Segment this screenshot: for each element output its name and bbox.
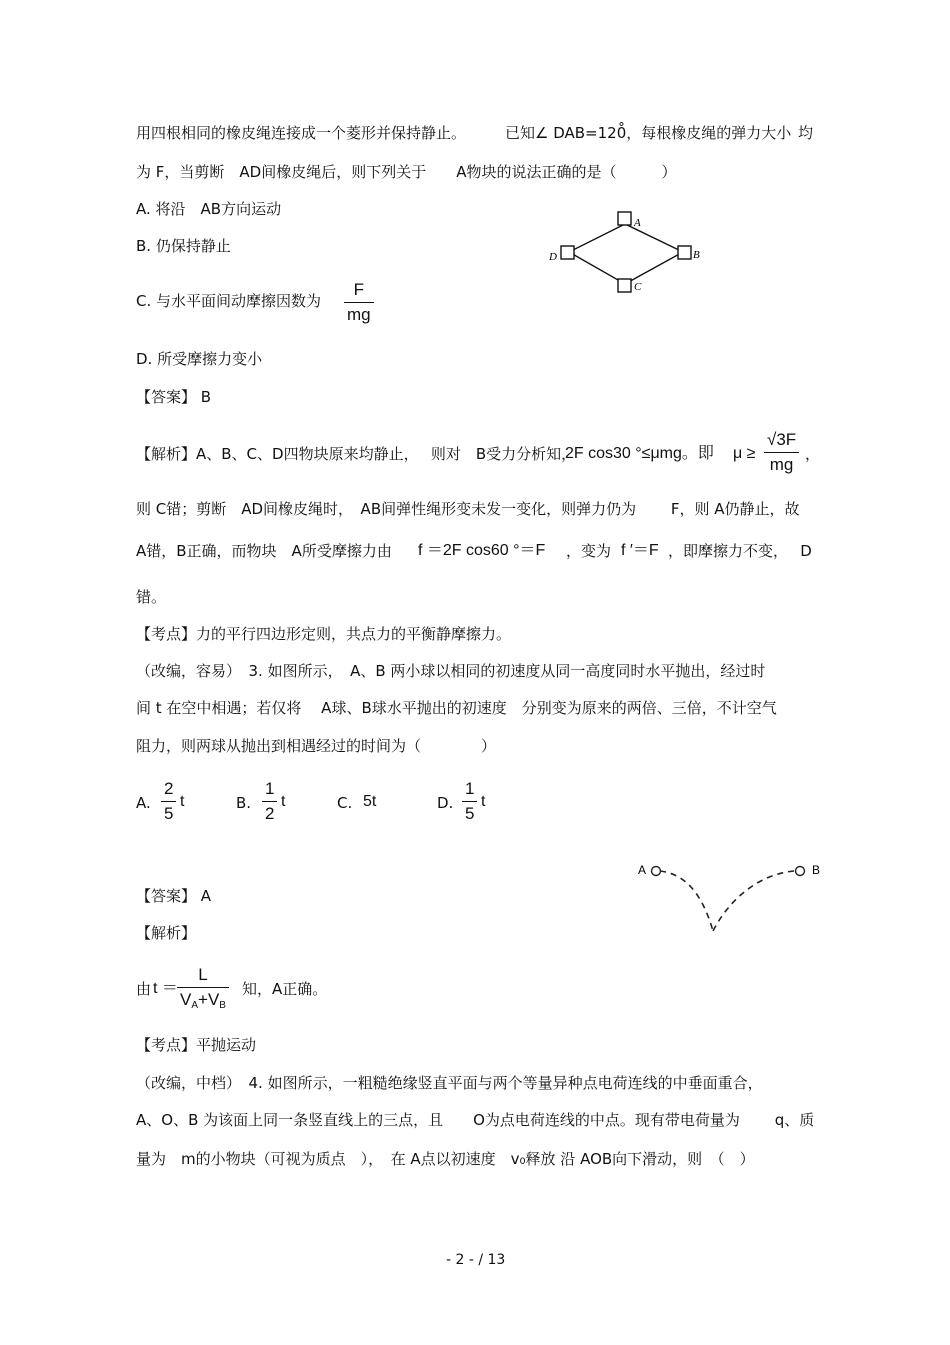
q2-explanation-4: 错。 [136,588,167,606]
q3-jiexi: 【解析】 [136,924,197,942]
fraction-bar [262,801,277,802]
q2-line2: 为 F，当剪断 AD间橡皮绳后，则下列关于 A物块的说法正确的是（ ） [136,163,677,181]
fraction-denominator [177,990,229,1016]
q3-option-b-fraction [262,779,277,824]
q3-option-b-suffix: t [281,793,286,810]
q2-explanation-3a: A错，B正确，而物块 A所受摩擦力由 [136,542,392,560]
q2-explanation-2: 则 C错；剪断 AD间橡皮绳时， AB间弹性绳形变未发一变化，则弹力仍为 F，则 A仍静止，故 [136,500,800,518]
q2-kaodian: 【考点】力的平行四边形定则，共点力的平衡静摩擦力。 [136,625,512,643]
q3-option-d-label: D. [437,794,454,812]
fraction-numerator: 2 [164,779,174,798]
velocity-b-sub: B [219,1000,226,1011]
label-d: D [549,251,557,263]
q2-option-a: A. 将沿 AB方向运动 [136,200,282,218]
q2-explanation-3c: ，即摩擦力不变， D [668,542,812,560]
label-b: B [693,249,700,261]
q2-explanation-1-end: ， [805,445,821,463]
q2-option-d: D. 所受摩擦力变小 [136,350,263,368]
q2-line1b: 已知∠ DAB=120̊，每根橡皮绳的弹力大小 [505,124,792,142]
q3-expl-pre: 由 [136,980,152,998]
fraction-bar [462,801,477,802]
q2-explanation-fraction [764,430,799,475]
q3-expl-fraction [177,965,229,1016]
q3-option-c-label: C. [337,794,353,812]
trajectory-a [660,871,713,931]
label-c: C [634,281,642,293]
q2-explanation-3b: ，变为 [566,542,612,560]
velocity-a: V [180,990,192,1009]
block-c [618,279,631,292]
block-d [561,246,574,259]
q2-explanation-3-formula1: f ＝2F cos60 °＝F [418,542,546,559]
fraction-numerator: L [198,965,208,984]
block-b [678,246,691,259]
q3-line1: （改编，容易） 3. 如图所示， A、B 两小球以相同的初速度从同一高度同时水平抛出，经过时 [136,662,766,680]
fraction-bar [764,452,799,453]
label-b: B [812,863,821,877]
q3-option-b-label: B. [236,794,252,812]
label-a: A [634,217,641,229]
fraction-bar [161,801,176,802]
q2-line1c: 均 [798,124,814,142]
q3-option-a-label: A. [136,794,151,812]
q4-line2: A、O、B 为该面上同一条竖直线上的三点，且 O为点电荷连线的中点。现有带电荷量为 q、质 [136,1111,815,1129]
q2-line1a: 用四根相同的橡皮绳连接成一个菱形并保持静止。 [136,124,467,142]
trajectory-b [713,871,794,931]
fraction-denominator: 5 [164,804,174,823]
q3-option-c-text: 5t [363,793,377,810]
fraction-bar [177,987,229,988]
q2-option-b: B. 仍保持静止 [136,237,231,255]
fraction-numerator: 1 [465,779,475,798]
fraction-denominator: 5 [465,804,475,823]
q2-answer: 【答案】 B [136,388,212,406]
q3-kaodian: 【考点】平抛运动 [136,1036,257,1054]
fraction-denominator: mg [347,305,371,324]
q2-explanation-3-formula2: f ′＝F [621,542,659,559]
q2-explanation-formula: 2F cos30 °≤μmg。即 [565,445,714,462]
velocity-plus-b: +V [198,990,220,1009]
q4-line3: 量为 m的小物块（可视为质点 ）， 在 A点以初速度 v₀释放 沿 AOB向下滑动，则 （ ） [136,1150,755,1168]
q3-answer: 【答案】 A [136,887,212,905]
q3-option-d-suffix: t [481,793,486,810]
fraction-denominator: mg [769,455,794,474]
fraction-numerator: F [353,280,364,299]
trajectory-diagram [630,858,830,938]
q3-option-a-fraction [161,779,176,824]
rhombus-outline [569,224,683,284]
fraction-numerator: √3F [767,430,797,449]
q2-explanation-mu: μ ≥ [733,445,756,462]
fraction-denominator: 2 [265,804,275,823]
ball-b [796,867,805,876]
q2-option-c: C. 与水平面间动摩擦因数为 [136,292,322,310]
q3-line3: 阻力，则两球从抛出到相遇经过的时间为（ ） [136,737,497,755]
q3-option-d-fraction [462,779,477,824]
q2-option-c-fraction [344,280,374,325]
q3-expl-t: t ＝ [153,980,178,997]
q3-expl-post: 知，A正确。 [242,980,328,998]
rhombus-diagram [545,208,715,298]
block-a [618,212,631,225]
q3-line2: 间 t 在空中相遇；若仅将 A球、B球水平抛出的初速度 分别变为原来的两倍、三倍，不计空气 [136,699,777,717]
page-number: - 2 - / 13 [446,1252,506,1268]
velocity-a-sub: A [191,1000,199,1011]
q2-explanation-1: 【解析】A、B、C、D四物块原来均静止， 则对 B受力分析知， [136,445,577,463]
label-a: A [638,863,647,877]
fraction-bar [344,302,374,303]
q3-option-a-suffix: t [180,793,185,810]
fraction-numerator: 1 [265,779,275,798]
ball-a [652,867,661,876]
q4-line1: （改编，中档） 4. 如图所示，一粗糙绝缘竖直平面与两个等量异种点电荷连线的中垂面重合， [136,1074,763,1092]
